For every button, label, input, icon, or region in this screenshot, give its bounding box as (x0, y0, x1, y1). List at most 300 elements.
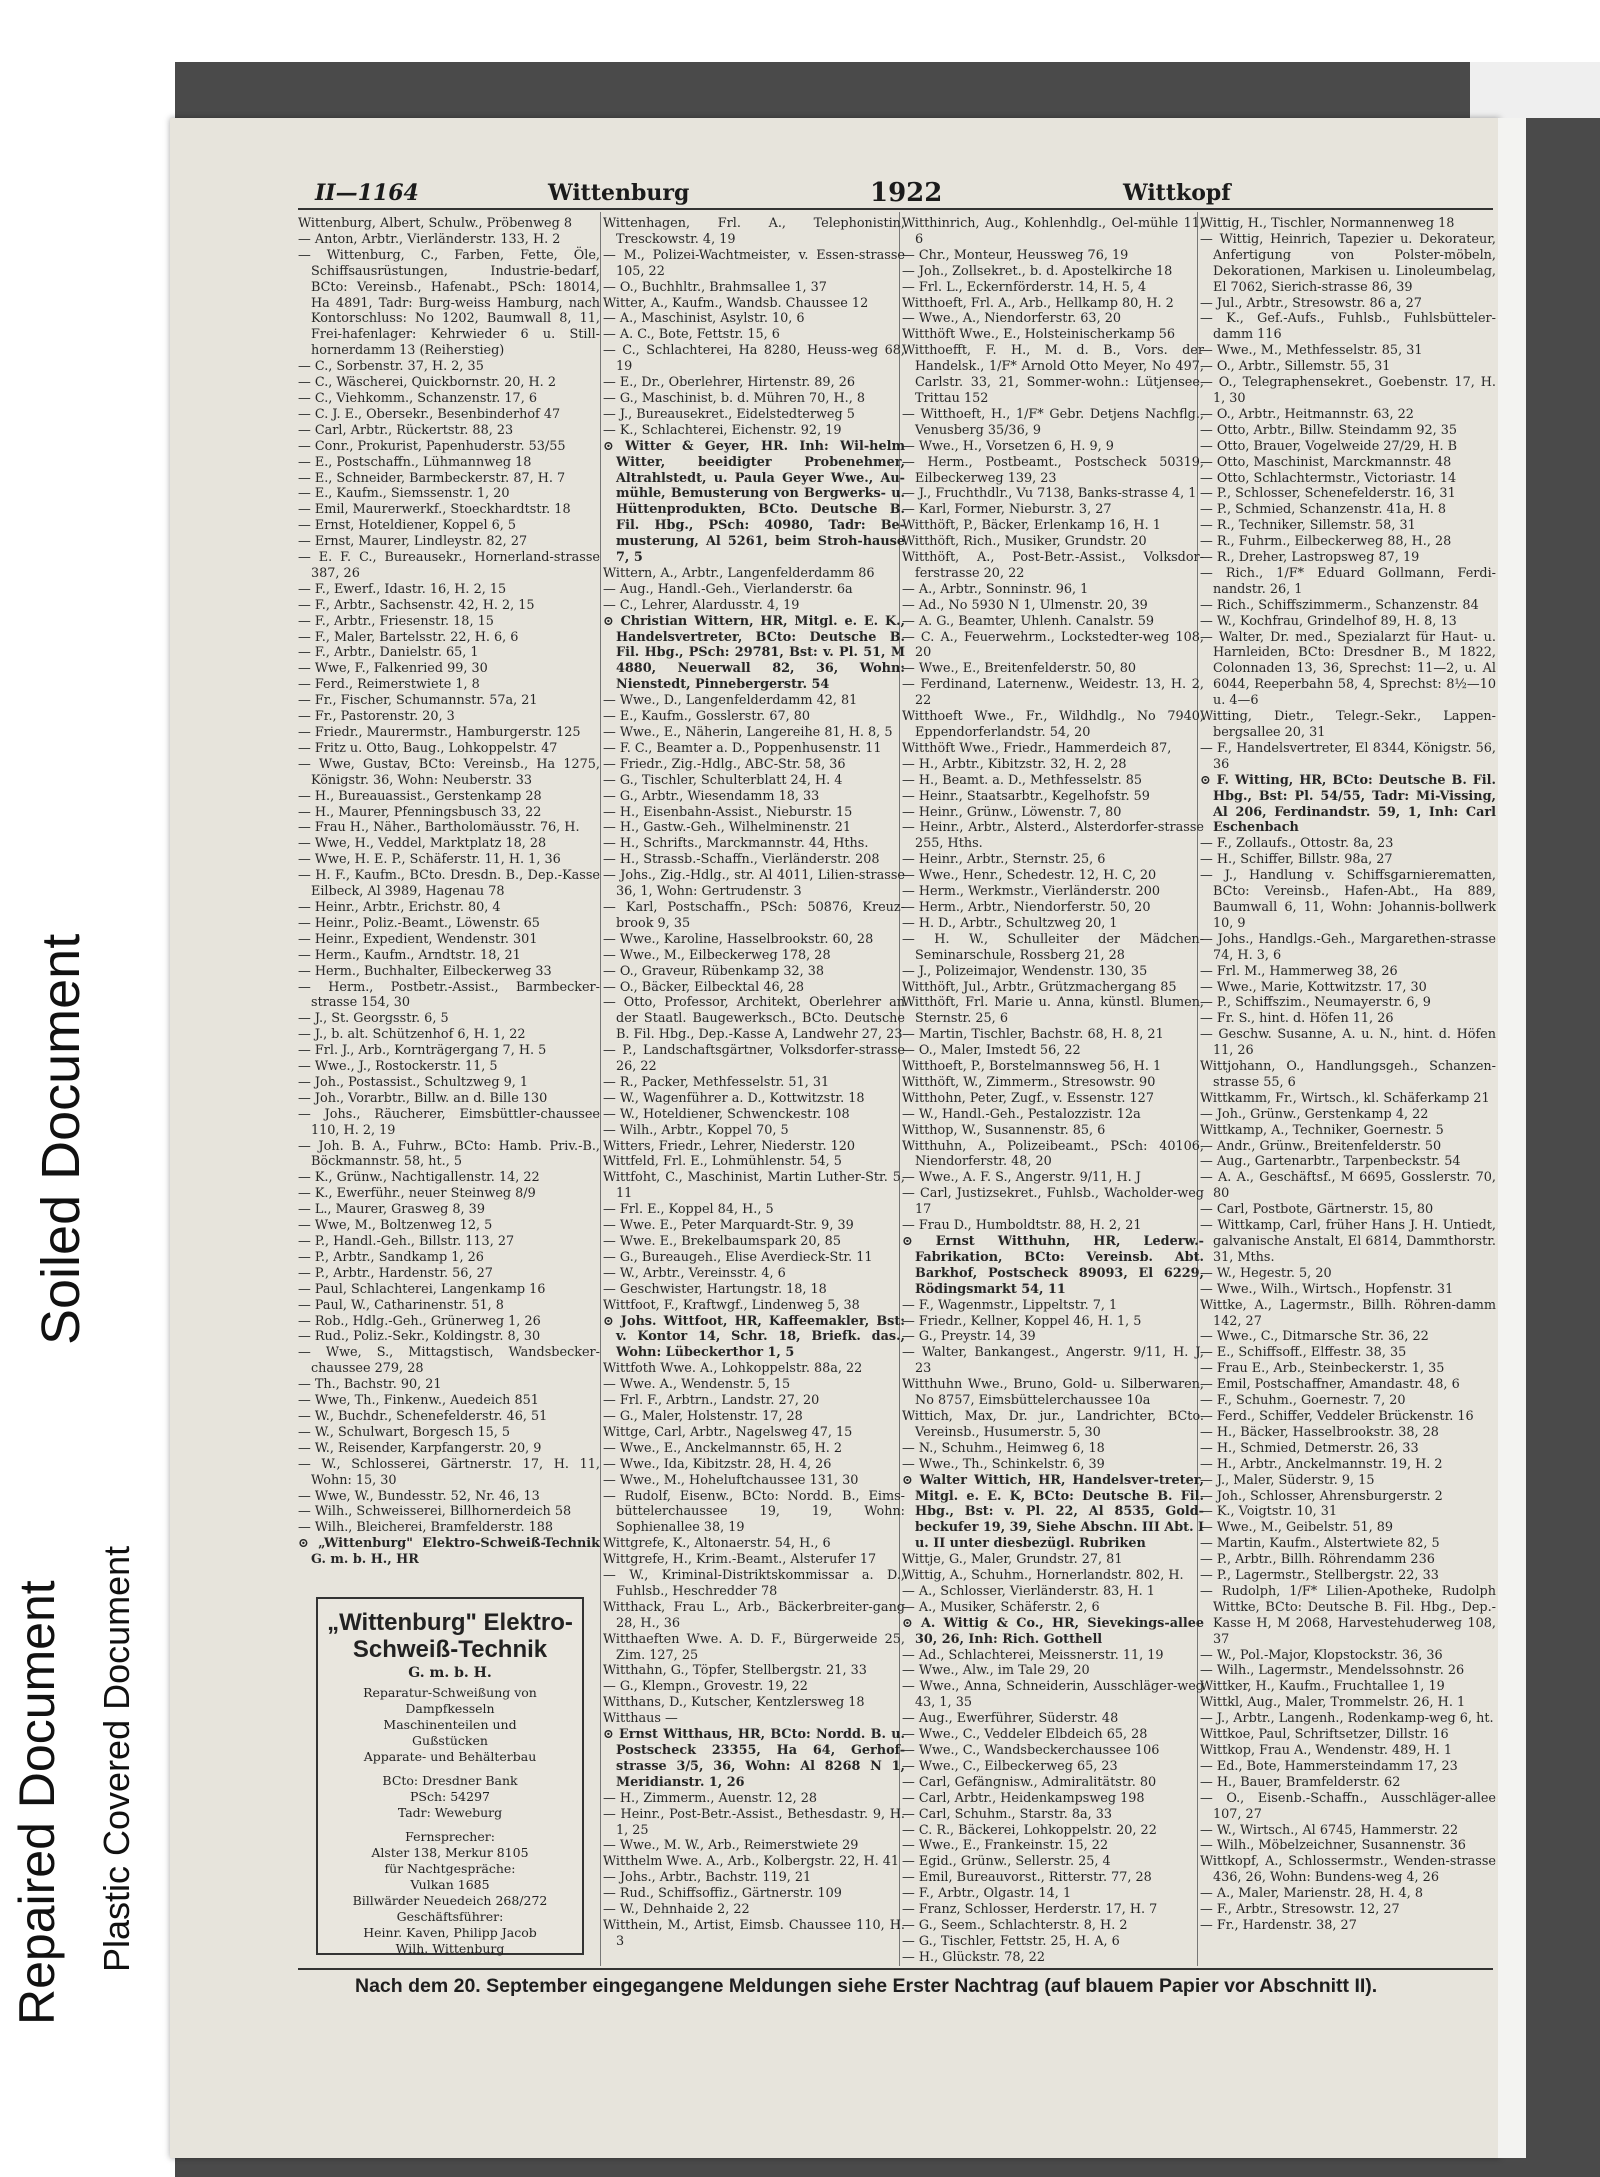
directory-entry: — E., Postschaffn., Lühmannweg 18 (298, 454, 532, 470)
directory-entry: — P., Landschaftsgärtner, Volksdorfer-strasse 26, 22 (603, 1043, 905, 1075)
directory-entry: Wittfeld, Frl. E., Lohmühlenstr. 54, 5 (603, 1154, 842, 1170)
directory-entry: Wittkoe, Paul, Schriftsetzer, Dillstr. 16 (1200, 1727, 1449, 1743)
directory-entry: — F., Zollaufs., Ottostr. 8a, 23 (1200, 836, 1394, 852)
directory-entry: Witthoefft, F. H., M. d. B., Vors. der Handelsk., 1/F* Arnold Otto Meyer, No 497, Carlstr. 33, 21, Sommer-wohn.: Lütjensee, Trittau 152 (902, 343, 1204, 406)
directory-entry: — Johs., Arbtr., Bachstr. 119, 21 (603, 1870, 812, 1886)
directory-entry: ⊙ Ernst Witthaus, HR, BCto: Nordd. B. u. Postscheck 23355, Ha 64, Gerhof-strasse 3/5, 36, Wohn: Al 8268 N 1, Meridianstr. 1, 26 (603, 1727, 905, 1790)
directory-entry: ⊙ A. Wittig & Co., HR, Sievekings-allee 30, 26, Inh: Rich. Gotthell (902, 1615, 1204, 1647)
directory-entry: Witting, Dietr., Telegr.-Sekr., Lappen-bergsallee 20, 31 (1200, 709, 1496, 740)
directory-entry: — A., Musiker, Schäferstr. 2, 6 (902, 1599, 1100, 1615)
directory-entry: ⊙ Witter & Geyer, HR. Inh: Wil-helm Witter, beeidigter Probenehmer, Altrahlstedt, u. Paula Geyer Wwe., Au-mühle, Bemusterung von Bergwerks- u. Hüttenprodukten, BCto. Deutsche B. Fil. Hbg., PSch: 40980, Tadr: Be-musterung, Al 5261, beim Stroh-hause 7, 5 (603, 438, 905, 566)
directory-entry: — W., Kochfrau, Grindelhof 89, H. 8, 13 (1200, 613, 1457, 629)
directory-entry: — W., Wagenführer a. D., Kottwitzstr. 18 (603, 1090, 865, 1106)
directory-entry: — Herm., Postbeamt., Postscheck 50319, Eilbeckerweg 139, 23 (902, 454, 1204, 486)
directory-entry: — Frl. E., Koppel 84, H., 5 (603, 1202, 774, 1218)
directory-entry: — O., Graveur, Rübenkamp 32, 38 (603, 963, 825, 979)
directory-entry: Witthoeft, P., Borstelmannsweg 56, H. 1 (902, 1059, 1162, 1075)
directory-entry: Witthahn, G., Töpfer, Stellbergstr. 21, 33 (603, 1663, 867, 1679)
directory-entry: — Wwe., C., Eilbeckerweg 65, 23 (902, 1758, 1118, 1774)
directory-entry: — Heinr., Poliz.-Beamt., Löwenstr. 65 (298, 915, 540, 931)
header-last-name: Wittkopf (1123, 180, 1231, 206)
directory-entry: — O., Telegraphensekret., Goebenstr. 17, H. 1, 30 (1200, 375, 1496, 406)
directory-entry: — Martin, Tischler, Bachstr. 68, H. 8, 21 (902, 1027, 1164, 1043)
directory-entry: — O., Eisenb.-Schaffn., Ausschläger-allee 107, 27 (1200, 1790, 1496, 1822)
directory-entry: — A., Schlosser, Vierländerstr. 83, H. 1 (902, 1583, 1155, 1599)
directory-entry: Witthans, D., Kutscher, Kentzlersweg 18 (603, 1695, 865, 1711)
directory-entry: — P., Schmied, Schanzenstr. 41a, H. 8 (1200, 502, 1447, 518)
directory-entry: ⊙ „Wittenburg" Elektro-Schweiß-Technik G. m. b. H., HR (298, 1536, 600, 1568)
directory-entry: — Ad., No 5930 N 1, Ulmenstr. 20, 39 (902, 597, 1148, 613)
directory-entry: — Carl, Arbtr., Heidenkampsweg 198 (902, 1790, 1145, 1806)
directory-entry: — Ferd., Reimerstwiete 1, 8 (298, 677, 480, 693)
directory-entry: Wittkamp, A., Techniker, Goernestr. 5 (1200, 1122, 1444, 1138)
directory-entry: Witthack, Frau L., Arb., Bäckerbreiter-gang 28, H., 36 (603, 1599, 905, 1631)
ad-line: Maschinenteilen und (383, 1717, 517, 1732)
ad-line: Dampfkesseln (405, 1701, 495, 1716)
directory-entry: — C. R., Bäckerei, Lohkoppelstr. 20, 22 (902, 1822, 1157, 1838)
directory-entry: Wittfoht, C., Maschinist, Martin Luther-Str. 5, 11 (603, 1170, 905, 1202)
directory-entry: — Heinr., Post-Betr.-Assist., Bethesdastr. 9, H. 1, 25 (603, 1806, 905, 1838)
directory-entry: — G., Tischler, Fettstr. 25, H. A, 6 (902, 1933, 1120, 1949)
directory-entry: — H., Arbtr., Anckelmannstr. 19, H. 2 (1200, 1456, 1443, 1472)
directory-entry: Witthelm Wwe. A., Arb., Kolbergstr. 22, H. 41 (603, 1854, 900, 1870)
directory-entry: Wittge, Carl, Arbtr., Nagelsweg 47, 15 (603, 1424, 853, 1440)
directory-entry: — W., Reisender, Karpfangerstr. 20, 9 (298, 1440, 542, 1456)
directory-entry: — H., Schmied, Detmerstr. 26, 33 (1200, 1440, 1419, 1456)
directory-entry: — Wwe., A. F. S., Angerstr. 9/11, H. J (902, 1170, 1141, 1186)
directory-entry: Witthöft, Jul., Arbtr., Grützmachergang 85 (902, 979, 1177, 995)
directory-entry: — H., Gastw.-Geh., Wilhelminenstr. 21 (603, 820, 852, 836)
directory-entry: — A., Arbtr., Sonninstr. 96, 1 (902, 581, 1089, 597)
directory-entry: Wittfoth Wwe. A., Lohkoppelstr. 88a, 22 (603, 1361, 863, 1377)
repaired-document-label: Repaired Document (9, 1580, 65, 2025)
directory-entry: — Carl, Justizsekret., Fuhlsb., Wacholder-weg 17 (902, 1186, 1204, 1218)
ad-bank: BCto: Dresdner Bank (382, 1773, 518, 1788)
directory-entry: — Witthoeft, H., 1/F* Gebr. Detjens Nachflg., Venusberg 35/36, 9 (902, 406, 1204, 438)
directory-entry: — C. J. E., Obersekr., Besenbinderhof 47 (298, 406, 561, 422)
directory-entry: — E., Schiffsoff., Elffestr. 38, 35 (1200, 1345, 1407, 1361)
column-divider (600, 212, 601, 1966)
directory-entry: Witthöft, A., Post-Betr.-Assist., Volksdor-ferstrasse 20, 22 (902, 550, 1204, 581)
directory-column-4 (1200, 216, 1496, 1964)
directory-entry: — K., Schlachterei, Eichenstr. 92, 19 (603, 422, 842, 438)
directory-entry: — Jul., Arbtr., Stresowstr. 86 a, 27 (1200, 295, 1422, 311)
directory-entry: Wittkl, Aug., Maler, Trommelstr. 26, H. 1 (1200, 1695, 1466, 1711)
directory-entry: — W., Kriminal-Distriktskommissar a. D., Fuhlsb., Heschredder 78 (603, 1568, 905, 1599)
directory-entry: — Otto, Brauer, Vogelweide 27/29, H. B (1200, 438, 1458, 454)
directory-entry: — Friedr., Zig.-Hdlg., ABC-Str. 58, 36 (603, 756, 846, 772)
directory-entry: — C., Schlachterei, Ha 8280, Heuss-weg 68, 19 (603, 343, 905, 375)
directory-entry: Wittkop, Frau A., Wendenstr. 489, H. 1 (1200, 1743, 1452, 1758)
directory-entry: — W., Dehnhaide 2, 22 (603, 1902, 750, 1918)
directory-entry: — Rich., Schiffszimmerm., Schanzenstr. 84 (1200, 597, 1479, 613)
directory-entry: — Ernst, Maurer, Lindleystr. 82, 27 (298, 534, 528, 550)
directory-entry: — F., Arbtr., Stresowstr. 12, 27 (1200, 1902, 1400, 1918)
directory-entry: — Ferd., Schiffer, Veddeler Brückenstr. 16 (1200, 1408, 1474, 1424)
ad-night-heading: für Nachtgespräche: (384, 1861, 516, 1876)
directory-entry: — Wwe., Henr., Schedestr. 12, H. C, 20 (902, 868, 1157, 884)
directory-entry: Witthuhn Wwe., Bruno, Gold- u. Silberwaren, No 8757, Eimsbüttelerchaussee 10a (902, 1377, 1204, 1409)
directory-entry: — Anton, Arbtr., Vierländerstr. 133, H. 2 (298, 231, 561, 247)
directory-entry: ⊙ Walter Wittich, HR, Handelsver-treter, Mitgl. e. E. K, BCto: Deutsche B. Fil. Hbg., Bst: v. Pl. 22, Al 8535, Gold-beckufer 19, 39, Siehe Abschn. III Abt. I u. II unter diesbezügl. Rubriken (902, 1472, 1204, 1552)
directory-entry: — P., Schlosser, Schenefelderstr. 16, 31 (1200, 486, 1456, 502)
directory-column-2 (603, 216, 905, 1964)
directory-entry: — Wwe., Th., Schinkelstr. 6, 39 (902, 1456, 1105, 1472)
directory-entry: — Wilh., Arbtr., Koppel 70, 5 (603, 1122, 789, 1138)
directory-entry: — Karl, Postschaffn., PSch: 50876, Kreuz-brook 9, 35 (603, 899, 905, 931)
directory-entry: — E., Kaufm., Gosslerstr. 67, 80 (603, 709, 811, 725)
directory-entry: — Wwe., M. W., Arb., Reimerstwiete 29 (603, 1838, 859, 1854)
plastic-covered-label: Plastic Covered Document (96, 1545, 137, 1972)
directory-entry: — N., Schuhm., Heimweg 6, 18 (902, 1440, 1105, 1456)
directory-entry: Witthein, M., Artist, Eimsb. Chaussee 110, H. 3 (603, 1917, 905, 1949)
directory-entry: — J., Maler, Süderstr. 9, 15 (1200, 1472, 1375, 1488)
directory-entry: — Wwe, F., Falkenried 99, 30 (298, 661, 488, 677)
directory-entry: — Wwe, S., Mittagstisch, Wandsbecker-chaussee 279, 28 (298, 1345, 600, 1377)
directory-entry: — Friedr., Maurermstr., Hamburgerstr. 125 (298, 725, 581, 740)
directory-entry: — Wwe., E., Anckelmannstr. 65, H. 2 (603, 1440, 843, 1456)
directory-entry: — Emil, Bureauvorst., Ritterstr. 77, 28 (902, 1870, 1152, 1886)
directory-entry: Witter, A., Kaufm., Wandsb. Chaussee 12 (603, 295, 869, 311)
directory-entry: — J., Bureausekret., Eidelstedterweg 5 (603, 406, 855, 422)
directory-entry: — Otto, Professor, Architekt, Oberlehrer an der Staatl. Baugewerksch., BCto. Deutsche B. Fil. Hbg., Dep.-Kasse A, Landwehr 27, 23 (603, 995, 905, 1043)
directory-entry: — A. A., Geschäftsf., M 6695, Gosslerstr. 70, 80 (1200, 1170, 1496, 1202)
directory-entry: — Fr., Hardenstr. 38, 27 (1200, 1917, 1357, 1933)
directory-entry: — P., Arbtr., Billh. Röhrendamm 236 (1200, 1552, 1435, 1568)
directory-entry: — Wwe., Ida, Kibitzstr. 28, H. 4, 26 (603, 1456, 832, 1472)
directory-entry: — H., Eisenbahn-Assist., Nieburstr. 15 (603, 804, 853, 820)
directory-entry: Wittkamm, Fr., Wirtsch., kl. Schäferkamp 21 (1200, 1090, 1490, 1106)
directory-entry: Witthöft, Rich., Musiker, Grundstr. 20 (902, 534, 1147, 550)
advertisement-box (316, 1597, 584, 1955)
directory-entry: — Emil, Postschaffner, Amandastr. 48, 6 (1200, 1377, 1460, 1393)
directory-entry: — Emil, Maurerwerkf., Stoeckhardtstr. 18 (298, 502, 571, 518)
directory-entry: — Ferdinand, Laternenw., Weidestr. 13, H. 2, 22 (902, 677, 1204, 709)
directory-entry: — F., Maler, Bartelsstr. 22, H. 6, 6 (298, 629, 519, 645)
directory-entry: — G., Arbtr., Wiesendamm 18, 33 (603, 788, 820, 804)
directory-entry: — Fr., Fischer, Schumannstr. 57a, 21 (298, 693, 538, 709)
directory-entry: — Wwe., E., Näherin, Langereihe 81, H. 8, 5 (603, 725, 893, 740)
directory-entry: Witthoeft, Frl. A., Arb., Hellkamp 80, H. 2 (902, 295, 1174, 311)
directory-entry: — R., Techniker, Sillemstr. 58, 31 (1200, 518, 1416, 534)
directory-entry: — Herm., Buchhalter, Eilbeckerweg 33 (298, 963, 552, 979)
directory-entry: — Rudolph, 1/F* Lilien-Apotheke, Rudolph Wittke, BCto: Deutsche B. Fil. Hbg., Dep.-Kasse H, M 2068, Harvestehuderweg 108, 37 (1200, 1583, 1496, 1647)
directory-entry: — H., Strassb.-Schaffn., Vierländerstr. 208 (603, 852, 880, 868)
directory-entry: — Joh., Postassist., Schultzweg 9, 1 (298, 1074, 529, 1090)
directory-entry: — Aug., Gartenarbtr., Tarpenbeckstr. 54 (1200, 1154, 1461, 1170)
directory-entry: Wittenhagen, Frl. A., Telephonistin, Tresckowstr. 4, 19 (603, 216, 905, 247)
ad-phone: Alster 138, Merkur 8105 (371, 1845, 529, 1860)
directory-entry: — R., Packer, Methfesselstr. 51, 31 (603, 1074, 830, 1090)
directory-entry: — H. W., Schulleiter der Mädchen-Seminarschule, Rossberg 21, 28 (902, 931, 1204, 963)
directory-entry: — Herm., Arbtr., Niendorferstr. 50, 20 (902, 899, 1151, 915)
directory-entry: — Johs., Handlgs.-Geh., Margarethen-strasse 74, H. 3, 6 (1200, 931, 1496, 963)
directory-entry: — A. G., Beamter, Uhlenh. Canalstr. 59 (902, 613, 1155, 629)
directory-entry: — H., Bureauassist., Gerstenkamp 28 (298, 788, 542, 804)
directory-entry: ⊙ Ernst Witthuhn, HR, Lederw.-Fabrikation, BCto: Vereinsb. Abt. Barkhof, Postscheck 89093, El 6229, Rödingsmarkt 54, 11 (902, 1234, 1204, 1297)
directory-entry: — Wwe., C., Wandsbeckerchaussee 106 (902, 1743, 1160, 1758)
directory-entry: — Martin, Kaufm., Alstertwiete 82, 5 (1200, 1536, 1440, 1552)
directory-entry: — Rich., 1/F* Eduard Gollmann, Ferdi-nandstr. 26, 1 (1200, 565, 1496, 597)
directory-entry: — Andr., Grünw., Breitenfelderstr. 50 (1200, 1138, 1442, 1154)
directory-entry: — W., Hegestr. 5, 20 (1200, 1265, 1332, 1281)
directory-entry: — Karl, Former, Nieburstr. 3, 27 (902, 502, 1112, 518)
directory-entry: — Wwe. A., Wendenstr. 5, 15 (603, 1377, 791, 1393)
directory-entry: — Johs., Zig.-Hdlg., str. Al 4011, Lilien-strasse 36, 1, Wohn: Gertrudenstr. 3 (603, 868, 905, 900)
directory-entry: Wittgrefe, H., Krim.-Beamt., Alsterufer 17 (603, 1552, 877, 1568)
directory-entry: — Wwe., Anna, Schneiderin, Ausschläger-weg 43, 1, 35 (902, 1679, 1204, 1711)
directory-entry: — O., Maler, Imstedt 56, 22 (902, 1043, 1081, 1059)
directory-entry: — E. F. C., Bureausekr., Hornerland-strasse 387, 26 (298, 550, 600, 581)
directory-entry: — C., Viehkomm., Schanzenstr. 17, 6 (298, 390, 537, 406)
directory-entry: — L., Maurer, Grasweg 8, 39 (298, 1202, 485, 1218)
directory-entry: — Carl, Arbtr., Rückertstr. 88, 23 (298, 422, 514, 438)
directory-entry: — Chr., Monteur, Heussweg 76, 19 (902, 247, 1129, 263)
directory-entry: — Wwe, M., Boltzenweg 12, 5 (298, 1218, 493, 1234)
directory-entry: — Walter, Bankangest., Angerstr. 9/11, H. J, 23 (902, 1345, 1204, 1377)
directory-entry: — H., Schrifts., Marckmannstr. 44, Hths. (603, 836, 869, 852)
directory-entry: — P., Schiffszim., Neumayerstr. 6, 9 (1200, 995, 1431, 1011)
directory-entry: — Carl, Gefängnisw., Admiralitätstr. 80 (902, 1774, 1157, 1790)
directory-entry: — E., Dr., Oberlehrer, Hirtenstr. 89, 26 (603, 375, 855, 391)
directory-entry: — R., Dreher, Lastropsweg 87, 19 (1200, 550, 1420, 566)
directory-entry: — Wwe., M., Geibelstr. 51, 89 (1200, 1520, 1394, 1536)
directory-entry: — A., Maschinist, Asylstr. 10, 6 (603, 311, 805, 327)
directory-entry: — Otto, Schlachtermstr., Victoriastr. 14 (1200, 470, 1457, 486)
directory-entry: — G., Tischler, Schulterblatt 24, H. 4 (603, 772, 843, 788)
directory-entry: — W., Schulwart, Borgesch 15, 5 (298, 1424, 511, 1440)
directory-entry: — F., Arbtr., Danielstr. 65, 1 (298, 645, 479, 661)
directory-entry: — Rob., Hdlg.-Geh., Grünerweg 1, 26 (298, 1313, 541, 1329)
directory-entry: — Paul, Schlachterei, Langenkamp 16 (298, 1281, 546, 1297)
directory-entry: — H., Beamt. a. D., Methfesselstr. 85 (902, 772, 1143, 788)
directory-entry: — H., Arbtr., Kibitzstr. 32, H. 2, 28 (902, 756, 1127, 772)
directory-entry: — Otto, Maschinist, Marckmannstr. 48 (1200, 454, 1452, 470)
directory-entry: — Ad., Schlachterei, Meissnerstr. 11, 19 (902, 1647, 1164, 1663)
directory-entry: Wittig, H., Tischler, Normannenweg 18 (1200, 216, 1455, 231)
ad-night-phone: Vulkan 1685 (410, 1877, 490, 1892)
directory-entry: — H., Bauer, Bramfelderstr. 62 (1200, 1774, 1401, 1790)
directory-entry: — Heinr., Arbtr., Erichstr. 80, 4 (298, 899, 501, 915)
directory-entry: — Joh., Grünw., Gerstenkamp 4, 22 (1200, 1106, 1429, 1122)
footer-rule (298, 1968, 1493, 1970)
directory-entry: Wittker, H., Kaufm., Fruchtallee 1, 19 (1200, 1679, 1445, 1695)
directory-entry: — K., Gef.-Aufs., Fuhlsb., Fuhlsbütteler-damm 116 (1200, 311, 1496, 343)
ad-address: Billwärder Neuedeich 268/272 (352, 1893, 548, 1908)
directory-entry: — Wwe, Gustav, BCto: Vereinsb., Ha 1275, Königstr. 36, Wohn: Neuberstr. 33 (298, 756, 600, 788)
directory-entry: — P., Arbtr., Hardenstr. 56, 27 (298, 1265, 493, 1281)
directory-entry: — C. A., Feuerwehrm., Lockstedter-weg 108, 20 (902, 629, 1204, 661)
directory-entry: — Fr., Pastorenstr. 20, 3 (298, 709, 455, 725)
directory-entry: — Joh., Zollsekret., b. d. Apostelkirche 18 (902, 263, 1173, 279)
directory-entry: — Wilh., Lagermstr., Mendelssohnstr. 26 (1200, 1663, 1465, 1679)
ad-line: Reparatur-Schweißung von (363, 1685, 537, 1700)
directory-entry: — Fritz u. Otto, Baug., Lohkoppelstr. 47 (298, 740, 558, 756)
directory-entry: — Rud., Schiffsoffiz., Gärtnerstr. 109 (603, 1886, 842, 1902)
directory-entry: Wittgrefe, K., Altonaerstr. 54, H., 6 (603, 1536, 831, 1552)
directory-entry: Witthinrich, Aug., Kohlenhdlg., Oel-mühle 11, 6 (902, 216, 1204, 247)
directory-entry: — Wwe. E., Peter Marquardt-Str. 9, 39 (603, 1218, 854, 1234)
directory-entry: — W., Hoteldiener, Schwenckestr. 108 (603, 1106, 850, 1122)
page-number: II—1164 (315, 180, 419, 206)
directory-entry: — Aug., Ewerführer, Süderstr. 48 (902, 1711, 1119, 1727)
ad-company-name: „Wittenburg" Elektro-Schweiß-Technik (327, 1609, 573, 1663)
directory-entry: — Carl, Postbote, Gärtnerstr. 15, 80 (1200, 1202, 1434, 1218)
directory-entry: — Conr., Prokurist, Papenhuderstr. 53/55 (298, 438, 566, 454)
directory-entry: — Wilh., Schweisserei, Billhornerdeich 58 (298, 1504, 572, 1520)
directory-entry: — Wwe., H., Vorsetzen 6, H. 9, 9 (902, 438, 1114, 454)
directory-entry: Witthop, W., Susannenstr. 85, 6 (902, 1122, 1106, 1138)
directory-entry: — Wwe, H. E. P., Schäferstr. 11, H. 1, 36 (298, 852, 561, 868)
directory-entry: — Otto, Arbtr., Billw. Steindamm 92, 35 (1200, 422, 1458, 438)
directory-entry: — Wwe., Marie, Kottwitzstr. 17, 30 (1200, 979, 1427, 995)
directory-entry: — O., Bäcker, Eilbecktal 46, 28 (603, 979, 805, 995)
directory-entry: — F., Arbtr., Sachsenstr. 42, H. 2, 15 (298, 597, 535, 613)
directory-entry: — Wwe., Karoline, Hasselbrookstr. 60, 28 (603, 931, 874, 947)
directory-entry: — H., Maurer, Pfenningsbusch 33, 22 (298, 804, 542, 820)
directory-entry: — K., Ewerführ., neuer Steinweg 8/9 (298, 1186, 536, 1202)
directory-entry: ⊙ Johs. Wittfoot, HR, Kaffeemakler, Bst: v. Kontor 14, Schr. 18, Briefk. das., Wohn: Lübeckerthor 1, 5 (603, 1313, 905, 1361)
directory-entry: — Wwe. E., Brekelbaumspark 20, 85 (603, 1234, 841, 1249)
directory-entry: — Egid., Grünw., Sellerstr. 25, 4 (902, 1854, 1111, 1870)
directory-entry: — J., Polizeimajor, Wendenstr. 130, 35 (902, 963, 1148, 979)
directory-entry: — Wwe., C., Ditmarsche Str. 36, 22 (1200, 1329, 1429, 1345)
ad-managers: Heinr. Kaven, Philipp Jacob (363, 1925, 537, 1940)
directory-entry: — Joh. B. A., Fuhrw., BCto: Hamb. Priv.-B., Böckmannstr. 58, ht., 5 (298, 1138, 600, 1170)
directory-entry: — G., Maler, Holstenstr. 17, 28 (603, 1408, 803, 1424)
directory-entry: — H., Glückstr. 78, 22 (902, 1949, 1045, 1964)
directory-entry: — G., Klempn., Grovestr. 19, 22 (603, 1679, 808, 1695)
directory-entry: Wittke, A., Lagermstr., Billh. Röhren-damm 142, 27 (1200, 1297, 1496, 1329)
header-first-name: Wittenburg (548, 180, 690, 206)
directory-entry: — H. F., Kaufm., BCto. Dresdn. B., Dep.-Kasse Eilbeck, Al 3989, Hagenau 78 (298, 868, 600, 900)
page-edge (1498, 118, 1526, 2158)
directory-column-3 (902, 216, 1204, 1964)
directory-entry: Witthuhn, A., Polizeibeamt., PSch: 40106, Niendorferstr. 48, 20 (902, 1138, 1204, 1170)
directory-entry: — C., Wäscherei, Quickbornstr. 20, H. 2 (298, 375, 556, 391)
ad-line: Gußstücken (412, 1733, 488, 1748)
directory-entry: — W., Buchdr., Schenefelderstr. 46, 51 (298, 1408, 548, 1424)
directory-entry: Witthöft, Frl. Marie u. Anna, künstl. Blumen, Sternstr. 25, 6 (902, 995, 1204, 1027)
directory-entry: — J., St. Georgsstr. 6, 5 (298, 1011, 449, 1027)
directory-entry: — Wwe., J., Rostockerstr. 11, 5 (298, 1059, 498, 1075)
directory-entry: ⊙ Christian Wittern, HR, Mitgl. e. E. K., Handelsvertreter, BCto: Deutsche B. Fil. Hbg., PSch: 29781, Bst: v. Pl. 51, M 4880, Neuerwall 82, 36, Wohn: Nienstedt, Pinnebergerstr. 54 (603, 613, 905, 693)
directory-entry: Wittje, G., Maler, Grundstr. 27, 81 (902, 1552, 1123, 1568)
directory-entry: — Aug., Handl.-Geh., Vierlanderstr. 6a (603, 581, 853, 597)
directory-entry: — Wwe, W., Bundesstr. 52, Nr. 46, 13 (298, 1488, 540, 1504)
directory-entry: — Rudolf, Eisenw., BCto: Nordd. B., Eims-büttelerchaussee 19, 19, Wohn: Sophienallee 38, 19 (603, 1488, 905, 1536)
directory-entry: Witthöft Wwe., E., Holsteinischerkamp 56 (902, 327, 1176, 343)
directory-entry: Witters, Friedr., Lehrer, Niederstr. 120 (603, 1138, 856, 1154)
directory-entry: — Heinr., Staatsarbtr., Kegelhofstr. 59 (902, 788, 1150, 804)
directory-entry: — P., Arbtr., Sandkamp 1, 26 (298, 1249, 484, 1265)
directory-entry: — Wittenburg, C., Farben, Fette, Öle, Schiffsausrüstungen, Industrie-bedarf, BCto: Vereinsb., Hafenabt., PSch: 18014, Ha 4891, Tadr: Burg-weiss Hamburg, nach Kontorschluss: No 1202, Baumwall 8, 11, Frei-hafenlager: Kehrwieder 6 u. Still-hornerdamm 13 (Reiherstieg) (298, 247, 600, 359)
directory-entry: — G., Maschinist, b. d. Mühren 70, H., 8 (603, 390, 865, 406)
directory-entry: Witthöft, W., Zimmerm., Stresowstr. 90 (902, 1074, 1156, 1090)
directory-entry: Witthaus — (603, 1711, 678, 1727)
directory-entry: — H., Schiffer, Billstr. 98a, 27 (1200, 852, 1393, 868)
directory-entry: — W., Pol.-Major, Klopstockstr. 36, 36 (1200, 1647, 1443, 1663)
directory-entry: — J., Fruchthdlr., Vu 7138, Banks-strasse 4, 1 (902, 486, 1197, 502)
directory-entry: — Heinr., Expedient, Wendenstr. 301 (298, 931, 538, 947)
directory-entry: Wittenburg, Albert, Schulw., Pröbenweg 8 (298, 216, 573, 231)
directory-entry: Witthöft, P., Bäcker, Erlenkamp 16, H. 1 (902, 518, 1161, 534)
directory-entry: — A. C., Bote, Fettstr. 15, 6 (603, 327, 780, 343)
directory-entry: — Ernst, Hoteldiener, Koppel 6, 5 (298, 518, 517, 534)
directory-entry: — Heinr., Grünw., Löwenstr. 7, 80 (902, 804, 1122, 820)
directory-entry: — Th., Bachstr. 90, 21 (298, 1377, 442, 1393)
directory-entry: — F., Schuhm., Goernestr. 7, 20 (1200, 1393, 1406, 1409)
ad-legal-form: G. m. b. H. (408, 1665, 492, 1681)
directory-entry: — Frau D., Humboldtstr. 88, H. 2, 21 (902, 1218, 1142, 1234)
directory-entry: — Geschwister, Hartungstr. 18, 18 (603, 1281, 827, 1297)
directory-entry: Witthaeften Wwe. A. D. F., Bürgerweide 25, Zim. 127, 25 (603, 1631, 905, 1663)
directory-entry: — Franz, Schlosser, Herderstr. 17, H. 7 (902, 1902, 1158, 1918)
directory-entry: — W., Schlosserei, Gärtnerstr. 17, H. 11, Wohn: 15, 30 (298, 1456, 600, 1488)
directory-entry: Wittern, A., Arbtr., Langenfelderdamm 86 (603, 565, 875, 581)
directory-entry: — G., Preystr. 14, 39 (902, 1329, 1036, 1345)
directory-entry: Wittig, A., Schuhm., Hornerlandstr. 802, H. (902, 1568, 1184, 1584)
directory-entry: — Frau H., Näher., Bartholomäusstr. 76, H. (298, 820, 580, 836)
ad-line: Apparate- und Behälterbau (363, 1749, 537, 1764)
directory-entry: Witthoeft Wwe., Fr., Wildhdlg., No 7940, Eppendorferlandstr. 54, 20 (902, 709, 1204, 740)
directory-entry: — F., Arbtr., Friesenstr. 18, 15 (298, 613, 494, 629)
directory-entry: — C., Lehrer, Alardusstr. 4, 19 (603, 597, 800, 613)
directory-entry: — W., Handl.-Geh., Pestalozzistr. 12a (902, 1106, 1141, 1122)
ad-managers: Wilh. Wittenburg (395, 1941, 505, 1956)
directory-entry: — F., Arbtr., Olgastr. 14, 1 (902, 1886, 1072, 1902)
directory-entry: — Frl. J., Arb., Kornträgergang 7, H. 5 (298, 1043, 547, 1059)
scan-corner (1470, 62, 1600, 118)
directory-entry: Wittich, Max, Dr. jur., Landrichter, BCto. Vereinsb., Husumerstr. 5, 30 (902, 1408, 1204, 1440)
ad-telegram: Tadr: Weweburg (397, 1805, 503, 1820)
directory-entry: — Wwe., M., Methfesselstr. 85, 31 (1200, 343, 1423, 359)
supplement-note: Nach dem 20. September eingegangene Meldungen siehe Erster Nachtrag (auf blauem Papier vor Abschnitt II). (355, 1975, 1378, 1997)
directory-entry: — R., Fuhrm., Eilbeckerweg 88, H., 28 (1200, 534, 1452, 550)
directory-entry: — Rud., Poliz.-Sekr., Koldingstr. 8, 30 (298, 1329, 541, 1345)
directory-entry: — J., Handlung v. Schiffsgarnierematten, BCto: Vereinsb., Hafen-Abt., Ha 889, Baumwall 6, 11, Wohn: Johannis-bollwerk 10, 9 (1200, 868, 1496, 931)
directory-entry: — K., Grünw., Nachtigallenstr. 14, 22 (298, 1170, 540, 1186)
directory-entry: — Wwe., E., Breitenfelderstr. 50, 80 (902, 661, 1136, 677)
directory-entry: — E., Schneider, Barmbeckerstr. 87, H. 7 (298, 470, 566, 486)
directory-entry: — P., Lagermstr., Stellbergstr. 22, 33 (1200, 1568, 1439, 1584)
directory-entry: Witthohn, Peter, Zugf., v. Essenstr. 127 (902, 1090, 1154, 1106)
directory-entry: — Wwe, H., Veddel, Marktplatz 18, 28 (298, 836, 547, 852)
directory-entry: — Herm., Werkmstr., Vierländerstr. 200 (902, 884, 1160, 900)
directory-entry: — H., Bäcker, Hasselbrookstr. 38, 28 (1200, 1424, 1439, 1440)
directory-entry: Wittfoot, F., Kraftwgf., Lindenweg 5, 38 (603, 1297, 860, 1313)
directory-entry: — Wilh., Bleicherei, Bramfelderstr. 188 (298, 1520, 554, 1536)
directory-entry: — O., Arbtr., Heitmannstr. 63, 22 (1200, 406, 1414, 422)
directory-entry: — Joh., Vorarbtr., Billw. an d. Bille 130 (298, 1090, 548, 1106)
directory-entry: — Friedr., Kellner, Koppel 46, H. 1, 5 (902, 1313, 1142, 1329)
directory-entry: ⊙ F. Witting, HR, BCto: Deutsche B. Fil. Hbg., Bst: Pl. 54/55, Tadr: Mi-Vissing, Al 206, Ferdinandstr. 59, 1, Inh: Carl Eschenbach (1200, 772, 1496, 836)
directory-entry: — Heinr., Arbtr., Sternstr. 25, 6 (902, 852, 1106, 868)
directory-entry: — J., Arbtr., Langenh., Rodenkamp-weg 6, ht. (1200, 1711, 1494, 1727)
header-rule (298, 208, 1493, 210)
directory-entry: — F., Wagenmstr., Lippeltstr. 7, 1 (902, 1297, 1118, 1313)
directory-entry: — Geschw. Susanne, A. u. N., hint. d. Höfen 11, 26 (1200, 1027, 1496, 1059)
directory-entry: — Wwe., M., Hoheluftchaussee 131, 30 (603, 1472, 859, 1488)
directory-entry: — Herm., Kaufm., Arndtstr. 18, 21 (298, 947, 521, 963)
directory-entry: — F., Ewerf., Idastr. 16, H. 2, 15 (298, 581, 507, 597)
directory-entry: — H., Zimmerm., Auenstr. 12, 28 (603, 1790, 818, 1806)
directory-entry: — F. C., Beamter a. D., Poppenhusenstr. 11 (603, 740, 882, 756)
directory-entry: — Wwe., Wilh., Wirtsch., Hopfenstr. 31 (1200, 1281, 1454, 1297)
directory-entry: Witthöft Wwe., Friedr., Hammerdeich 87, (902, 740, 1172, 756)
directory-entry: — G., Bureaugeh., Elise Averdieck-Str. 11 (603, 1249, 873, 1265)
directory-entry: — Ed., Bote, Hammersteindamm 17, 23 (1200, 1758, 1458, 1774)
